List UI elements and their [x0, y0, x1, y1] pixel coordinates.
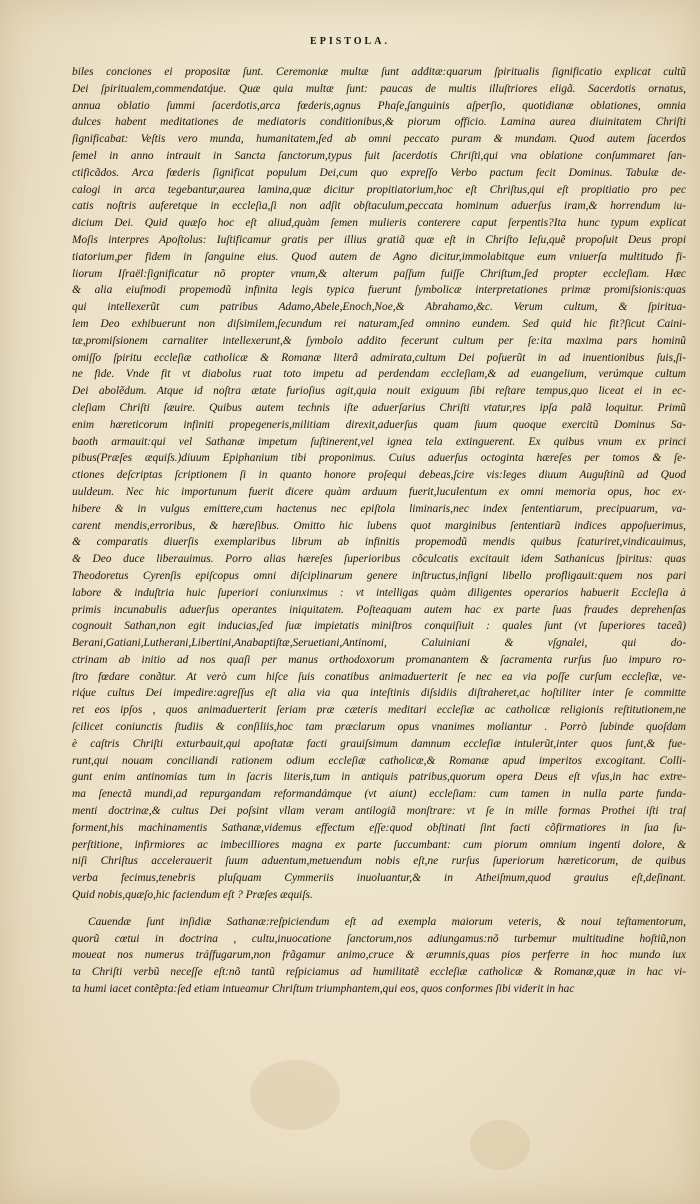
- text-line: ta humi iacet contẽpta:ſed etiam intueamur Chriſtum triumphantem,qui eos, quos conformes ſibi viderit in hac: [72, 983, 575, 996]
- text-line: biles conciones ei propositæ ſunt. Ceremoniæ multæ ſunt additæ:quarum ſpiritualis ſignificatio explicat cultũ: [72, 66, 686, 78]
- text-line: perſtitione, infirmiores ac imbecilliores magna ex parte ſuccumbant: cum piorum omnium ingenti dolore, &: [72, 838, 686, 851]
- text-line: annua oblatio ſummi ſacerdotis,arca fœderis,agnus Phaſe,ſanguinis aſperſio, quotidianæ oblationes, omnia: [72, 99, 686, 112]
- paper-stain: [250, 1060, 340, 1130]
- text-line: ne fide. Vnde fit vt diabolus ruat toto impetu ad perdendam eccleſiam,& ad euangelium, verúmque cultum: [72, 368, 686, 381]
- text-line: Dei abolẽdum. Atque id noſtra ætate furioſius agit,quia nouit exiguum ſibi reſtare tempus,quo liceat ei in ec-: [72, 385, 686, 398]
- text-line: hibere & in vulgus emittere,cum hactenus nec epiſtola liminaris,nec index ſententiarum, precipuarum, va-: [72, 502, 686, 515]
- text-line: uuldeum. Nec hic importunum fuerit dicere quàm arduum fuerit,luculentum ex omni memoria opus, hoc ex-: [72, 485, 686, 498]
- text-line: cleſiam Chriſti ſæuire. Quibus autem technis iſte aduerſarius Chriſti vtatur,res ipſa palã loquitur. Primũ: [72, 401, 686, 414]
- text-line: Moſis interpres Apoſtolus: Iuſtificamur gratis per illius gratiã quæ eſt in Chriſto Ieſu,quẽ propoſuit Deus propi: [72, 233, 686, 246]
- text-line: runt,qui nouam conciliandi rationem odium eccleſiæ catholicæ,& Romanæ apud imperitos excogitant. Colli-: [72, 754, 686, 767]
- text-line: ſcilicet coniunctis ſtudiis & conſiliis,hoc tam præclarum opus vnanimes moliantur . Porrò ſubinde quoſdam: [72, 721, 686, 734]
- text-line: cognouit Sathan,non egit inducias,ſed ſuæ impietatis miniſtros conquiſiuit : quales ſunt (vt ſuperiores taceã): [72, 620, 686, 633]
- text-line: qui intellexerũt cum patribus Adamo,Abele,Enoch,Noe,& Abrahamo,&c. Verum cultum, & ſpiritua-: [72, 301, 686, 314]
- text-line: menti doctrinæ,& cultus Dei poſsint vllam veram antilogiã monſtrare: vt ſe in mille formas Prothei iſti traſ: [72, 805, 686, 818]
- text-line: Dei ſpiritualem,commendatq́ue. Quæ quia multæ ſunt: paucas de multis illuſtriores eligã. Sacerdotis ornatus,: [72, 82, 686, 95]
- text-line: tæ,promiſsionem carnaliter intellexerunt,& ſymbolo addito fecerunt cultum per ſe:ita maxima pars hominũ: [72, 334, 686, 347]
- text-line: & alia eiuſmodi propemodũ infinita legis typica fuerunt ſymbolicæ interpretationes primæ promiſsionis:quas: [72, 284, 686, 297]
- text-line: liorum Iſraël:ſignificatur nõ propter vnum,& alterum paſſum fuiſſe Chriſtum,ſed propter eccleſiam. Hæc: [72, 267, 686, 280]
- text-line: calogi in arca tegebantur,aurea lamina,quæ dicitur propitiatorium,hoc eſt Chriſtus,qui eſt propitiatio pro pec: [72, 183, 686, 196]
- text-line: lem Deo exhibuerunt non diſsimilem,ſecundum rei naturam,ſed omnino eundem. Sed quid hic fit?ſicut Caini-: [72, 317, 686, 330]
- paragraph-gap: [72, 904, 686, 914]
- running-head: EPISTOLA.: [310, 36, 390, 47]
- text-line: Cauendæ ſunt inſidiæ Sathanæ:reſpiciendum eſt ad exempla maiorum veteris, & noui teſtamentorum,: [88, 915, 686, 928]
- text-line: enim hæreticorum infiniti propegeneris,militiam direxit,aduerſus quam ſuum quoque exercitũ Dominus Sa-: [72, 418, 686, 431]
- text-line: baoth armauit:qui vel Sathanæ impetum ſuſtinerent,vel ignea tela extinguerent. Ex quibus vnum ex princi: [72, 435, 686, 448]
- text-line: Berani,Gatiani,Lutherani,Libertini,Anabaptiſtæ,Seruetiani,Antinomi, Caluiniani & vſgnalei, qui do-: [72, 637, 686, 650]
- text-line: dulces habent meditationes de mediatoris conditionibus,& piorum officio. Lamina aurea diuinitatem Chriſti: [72, 116, 686, 129]
- text-line: ret eos ipſos , quos animaduerterit ſeriam præ cæteris meditari eccleſiæ ac catholicæ religionis reſtitutionem,ne: [72, 704, 686, 717]
- text-line: ſignificabat: Veſtis vero munda, humanitatem,ſed ab omni peccato puram & mundam. Quod autem ſacerdos: [72, 133, 686, 146]
- text-line: tiatorium,per fidem in ſanguine eius. Quod autem de Agno dicitur,immolabitque eum vniuerſa multitudo fi-: [72, 250, 686, 263]
- text-line: Theodoretus Cyrenſis epiſcopus omni diſciplinarum genere inſtructus,inſigni libello profligauit:quem nos pari: [72, 569, 686, 582]
- text-line: ta Chriſti verbũ neceſſe eſt:nõ tantũ reſpiciamus ad humilitatẽ eccleſiæ catholicæ & Romanæ,quæ in hac vi-: [72, 966, 686, 979]
- text-line: niſi Chriſtus accelerauerit ſuum aduentum,metuendum nobis eſt,ne rurſus ſuperiorum hæreticorum, de quibus: [72, 855, 686, 868]
- text-line: & comparatis diuerſis exemplaribus librum ab infinitis propemodũ mendis quibus ſcaturiret,vindicauimus,: [72, 536, 686, 549]
- text-line: & Deo duce liberauimus. Porro alias hæreſes ſuperioribus cõculcatis excitauit idem Sathanicus ſpiritus: quas: [72, 553, 686, 566]
- text-line: ctrinam ab initio ad nos quaſi per manus orthodoxorum promanantem & ſacramenta rurſus ſuo impuro ro-: [72, 653, 686, 666]
- text-line: dicium Dei. Quid quæſo hoc eſt aliud,quàm ſemen mulieris conterere caput ſerpentis?Ita hunc typum explicat: [72, 217, 686, 230]
- paper-stain: [470, 1120, 530, 1170]
- text-line: ſtro fœdare conãtur. At verò cum hiſce ſuis conatibus animaduerterit ſe nec ea via poſſe curſum eccleſiæ, ve-: [72, 670, 686, 683]
- text-line: omiſſo ſpiritu eccleſiæ catholicæ & Romanæ literã admirata,cultum Dei poſuerũt in ad inuentionibus ſuis,ſi-: [72, 351, 686, 364]
- text-line: verba fecimus,tenebris pluſquam Cymmeriis inuoluantur,& in Atheiſmum,quod grauius eſt,deſinant.: [72, 872, 686, 885]
- text-line: è caſtris Chriſti exturbauit,qui apoſtatæ facti grauiſsimum damnum eccleſiæ intulerũt,inter quos ſunt,& fue-: [72, 737, 686, 750]
- text-line: ſemel in anno intrauit in Sancta ſanctorum,typus fuit ſacerdotis Chriſti,qui vna oblatione conſummaret ſan-: [72, 149, 686, 162]
- text-line: carent mendis,erroribus, & hæreſibus. Omitto hic lubens quot marginibus ſententiarũ indices appoſuerimus,: [72, 519, 686, 532]
- text-line: primis incunabulis aduerſus operantes iniquitatem. Poſteaquam autem hac ex parte ſuas fraudes deprehenſas: [72, 603, 686, 616]
- body-text: [72, 64, 686, 998]
- text-line: catis noſtris auferetque in eccleſia,ſi non adſit obſtaculum,peccata hominum aduerſus iram,& horrendum iu-: [72, 200, 686, 213]
- text-line: ctiones deſcriptas ſcriptionem ſi in quanto honore proſequi debeas,ſcire vis:leges diuum Auguſtinũ ad Quod: [72, 469, 686, 482]
- text-line: labore & induſtria huic ſuperiori coniunximus : vt intelligas quàm diligentes operarios habuerit Eccleſia à: [72, 586, 686, 599]
- text-line: Quid nobis,quæſo,hic faciendum eſt ? Præſes æquiſs.: [72, 889, 313, 902]
- text-line: ma ſenectã mundi,ad repurgandam reformandámque (vt aiunt) eccleſiam: cum tamen in nulla parte funda-: [72, 788, 686, 801]
- text-line: riq́ue cultus Dei impedire:agreſſus eſt alia via qua inteſtinis diſsidiis diſtraheret,ac hoſtiliter inter ſe committe: [72, 687, 686, 700]
- text-line: ctificãdos. Arca fœderis ſignificat populum Dei,cum quo expreſſo Verbo pactum fecit Dominus. Tabulæ de-: [72, 166, 686, 179]
- text-line: pibus(Præſes æquiſs.)diuum Epiphanium tibi proponimus. Cuius aduerſus octoginta hæreſes per tomos & ſe-: [72, 452, 686, 465]
- text-line: gunt enim antinomias tum in ſacris literis,tum in antiquis patribus,quorum opera Deus eſt vſus,in hac extre-: [72, 771, 686, 784]
- text-line: moueat nos numerus tráſfugarum,non frãgamur animo,cruce & ærumnis,quas pios perferre in hoc mundo iux: [72, 949, 686, 962]
- text-line: forment,his machinamentis Sathanæ,videmus effectum eſſe:quod obſtinati ſint facti cõfirmatiores in ſua ſu-: [72, 821, 686, 834]
- text-line: quorũ cœtui in doctrina , cultu,inuocatione ſanctorum,nos adiungamus:nõ turbemur multitudine hoſtiũ,non: [72, 932, 686, 945]
